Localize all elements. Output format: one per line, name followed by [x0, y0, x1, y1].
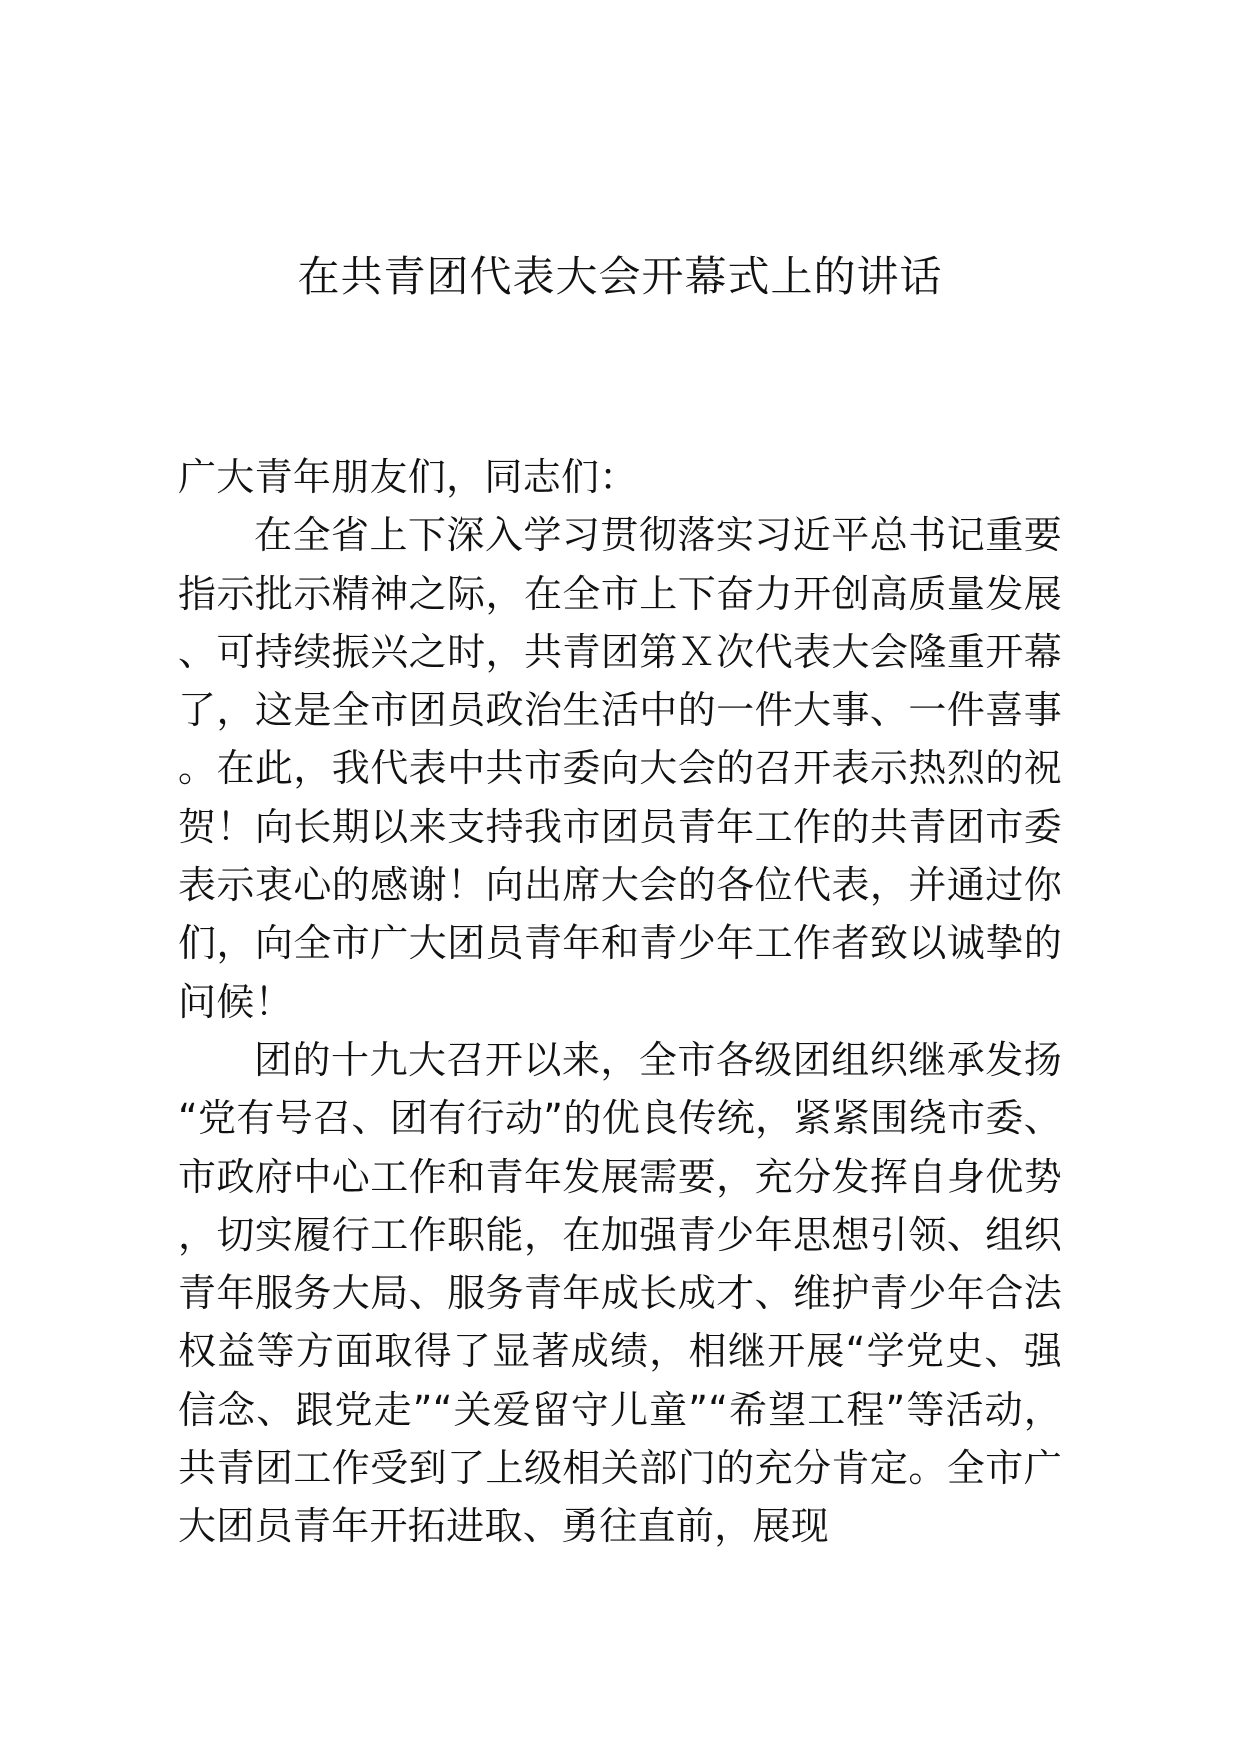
paragraph-opening: 在全省上下深入学习贯彻落实习近平总书记重要指示批示精神之际，在全市上下奋力开创高质量发展、可持续振兴之时，共青团第Ｘ次代表大会隆重开幕了，这是全市团员政治生活中的一件大事、一件喜事。在此，我代表中共市委向大会的召开表示热烈的祝贺！向长期以来支持我市团员青年工作的共青团市委表示衷心的感谢！向出席大会的各位代表，并通过你们，向全市广大团员青年和青少年工作者致以诚挚的问候！ [178, 513, 1062, 1024]
paragraph-achievements: 团的十九大召开以来，全市各级团组织继承发扬“党有号召、团有行动”的优良传统，紧紧围绕市委、市政府中心工作和青年发展需要，充分发挥自身优势，切实履行工作职能，在加强青少年思想引领、组织青年服务大局、服务青年成长成才、维护青少年合法权益等方面取得了显著成绩，相继开展“学党史、强信念、跟党走”“关爱留守儿童”“希望工程”等活动，共青团工作受到了上级相关部门的充分肯定。全市广大团员青年开拓进取、勇往直前，展现 [178, 1037, 1062, 1549]
salutation: 广大青年朋友们，同志们： [178, 455, 638, 499]
page-title: 在共青团代表大会开幕式上的讲话 [297, 252, 943, 301]
speech-body [178, 448, 1062, 1556]
